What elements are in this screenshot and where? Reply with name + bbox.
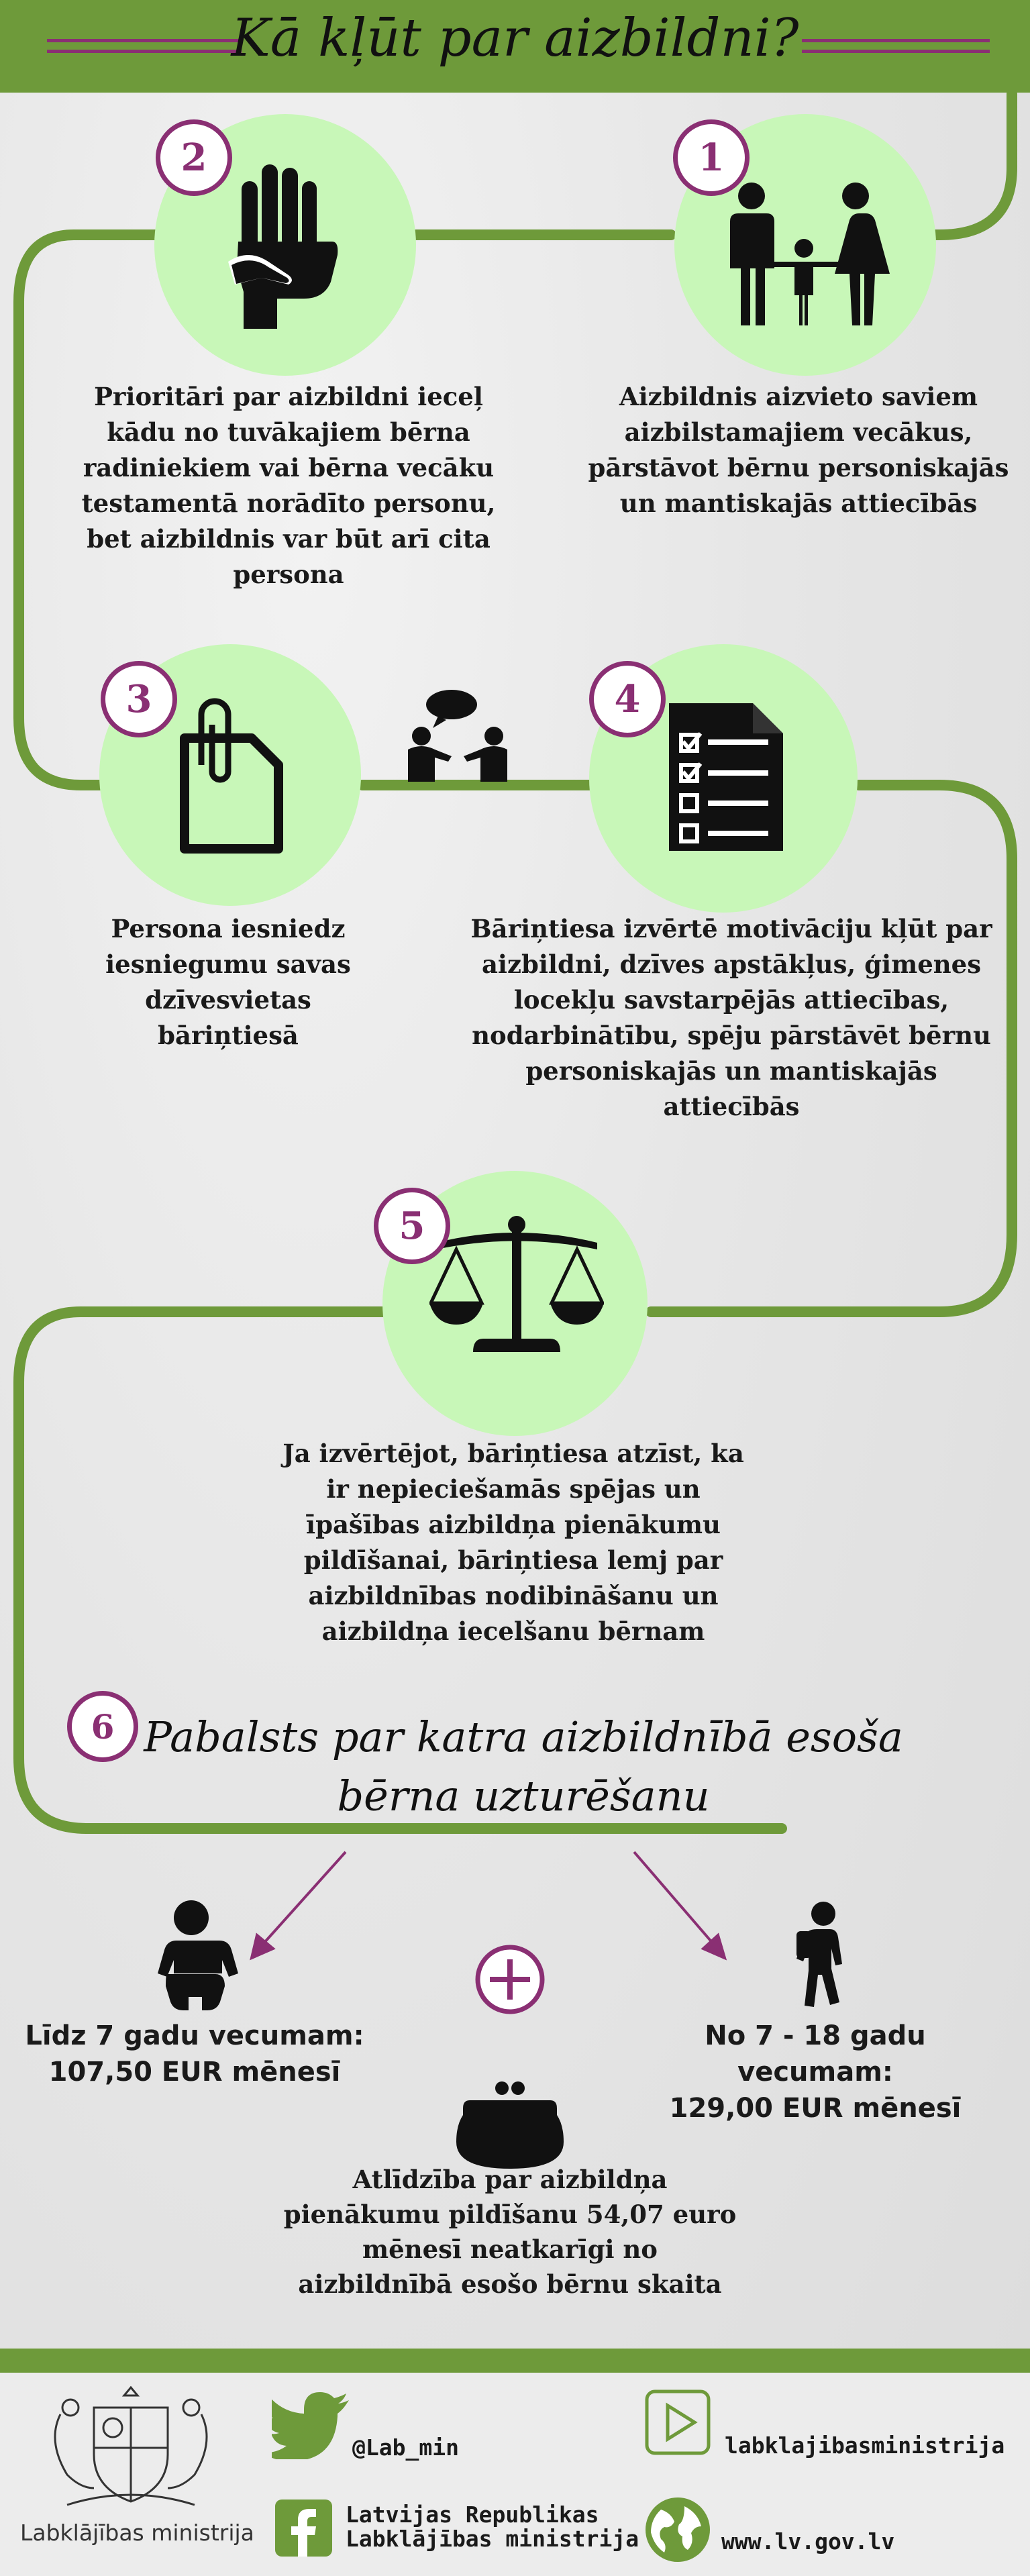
footer-bar [0, 2349, 1030, 2373]
step-5-number: 5 [374, 1188, 450, 1264]
guardian-fee-text: Atlīdzība par aizbildņa pienākumu pildīšanu 54,07 euro mēnesī neatkarīgi no aizbildnībā esošo bērnu skaita [283, 2165, 737, 2299]
step-4-number: 4 [589, 661, 666, 737]
footer-facebook-line1: Latvijas Republikas [346, 2502, 599, 2528]
benefit-7-18-label: No 7 - 18 gadu vecumam: [705, 2020, 926, 2088]
page-title: Kā kļūt par aizbildni? [231, 8, 799, 68]
benefit-7-18-amount: 129,00 EUR mēnesī [669, 2093, 962, 2124]
benefit-under-7-amount: 107,50 EUR mēnesī [48, 2057, 341, 2088]
step-2-number: 2 [156, 119, 232, 196]
step-6-number: 6 [67, 1691, 138, 1762]
step-3-number: 3 [101, 661, 177, 737]
step-4-text: Bāriņtiesa izvērtē motivāciju kļūt par aizbildni, dzīves apstākļus, ģimenes locekļu savstarpējās attiecības, nodarbinātību, spēju pārstāvēt bērnu personiskajās un mantiskajās attiecībās [470, 914, 992, 1121]
footer-facebook-line2: Labklājības ministrija [346, 2526, 639, 2552]
youtube-icon[interactable] [644, 2389, 711, 2456]
benefit-7-18 [631, 2018, 1000, 2126]
benefit-under-7 [20, 2018, 369, 2090]
globe-icon[interactable] [644, 2496, 711, 2563]
footer-ministry-name: Labklājības ministrija [20, 2520, 254, 2546]
twitter-icon[interactable] [272, 2392, 352, 2459]
facebook-icon[interactable] [275, 2500, 332, 2557]
purse-icon [456, 2080, 564, 2171]
schoolchild-icon [782, 1899, 856, 2020]
footer-website[interactable]: www.lv.gov.lv [721, 2528, 895, 2555]
baby-icon [144, 1899, 238, 2013]
footer-youtube[interactable]: labklajibasministrija [725, 2432, 1005, 2459]
step-2-text: Prioritāri par aizbildni ieceļ kādu no tuvākajiem bērna radiniekiem vai bērna vecāku testamentā norādīto personu, bet aizbildnis var būt arī cita persona [81, 382, 496, 589]
plus-icon [473, 1943, 547, 2016]
footer-twitter[interactable]: @Lab_min [352, 2434, 459, 2461]
step-5-text: Ja izvērtējot, bāriņtiesa atzīst, ka ir nepieciešamās spējas un īpašības aizbildņa pienākumu pildīšanai, bāriņtiesa lemj par aizbildnības nodibināšanu un aizbildņa iecelšanu bērnam [282, 1439, 744, 1646]
step-1-number: 1 [673, 119, 750, 196]
step-1-text: Aizbildnis aizvieto saviem aizbilstamajiem vecākus, pārstāvot bērnu personiskajās un mantiskajās attiecībās [588, 382, 1009, 518]
footer-facebook[interactable] [346, 2503, 639, 2551]
coat-of-arms-icon [40, 2381, 221, 2515]
benefit-under-7-label: Līdz 7 gadu vecumam: [25, 2020, 364, 2051]
benefit-heading: Pabalsts par katra aizbildnībā esoša bērna uzturēšanu [144, 1712, 903, 1820]
step-3-text: Persona iesniedz iesniegumu savas dzīvesvietas bāriņtiesā [105, 914, 351, 1050]
